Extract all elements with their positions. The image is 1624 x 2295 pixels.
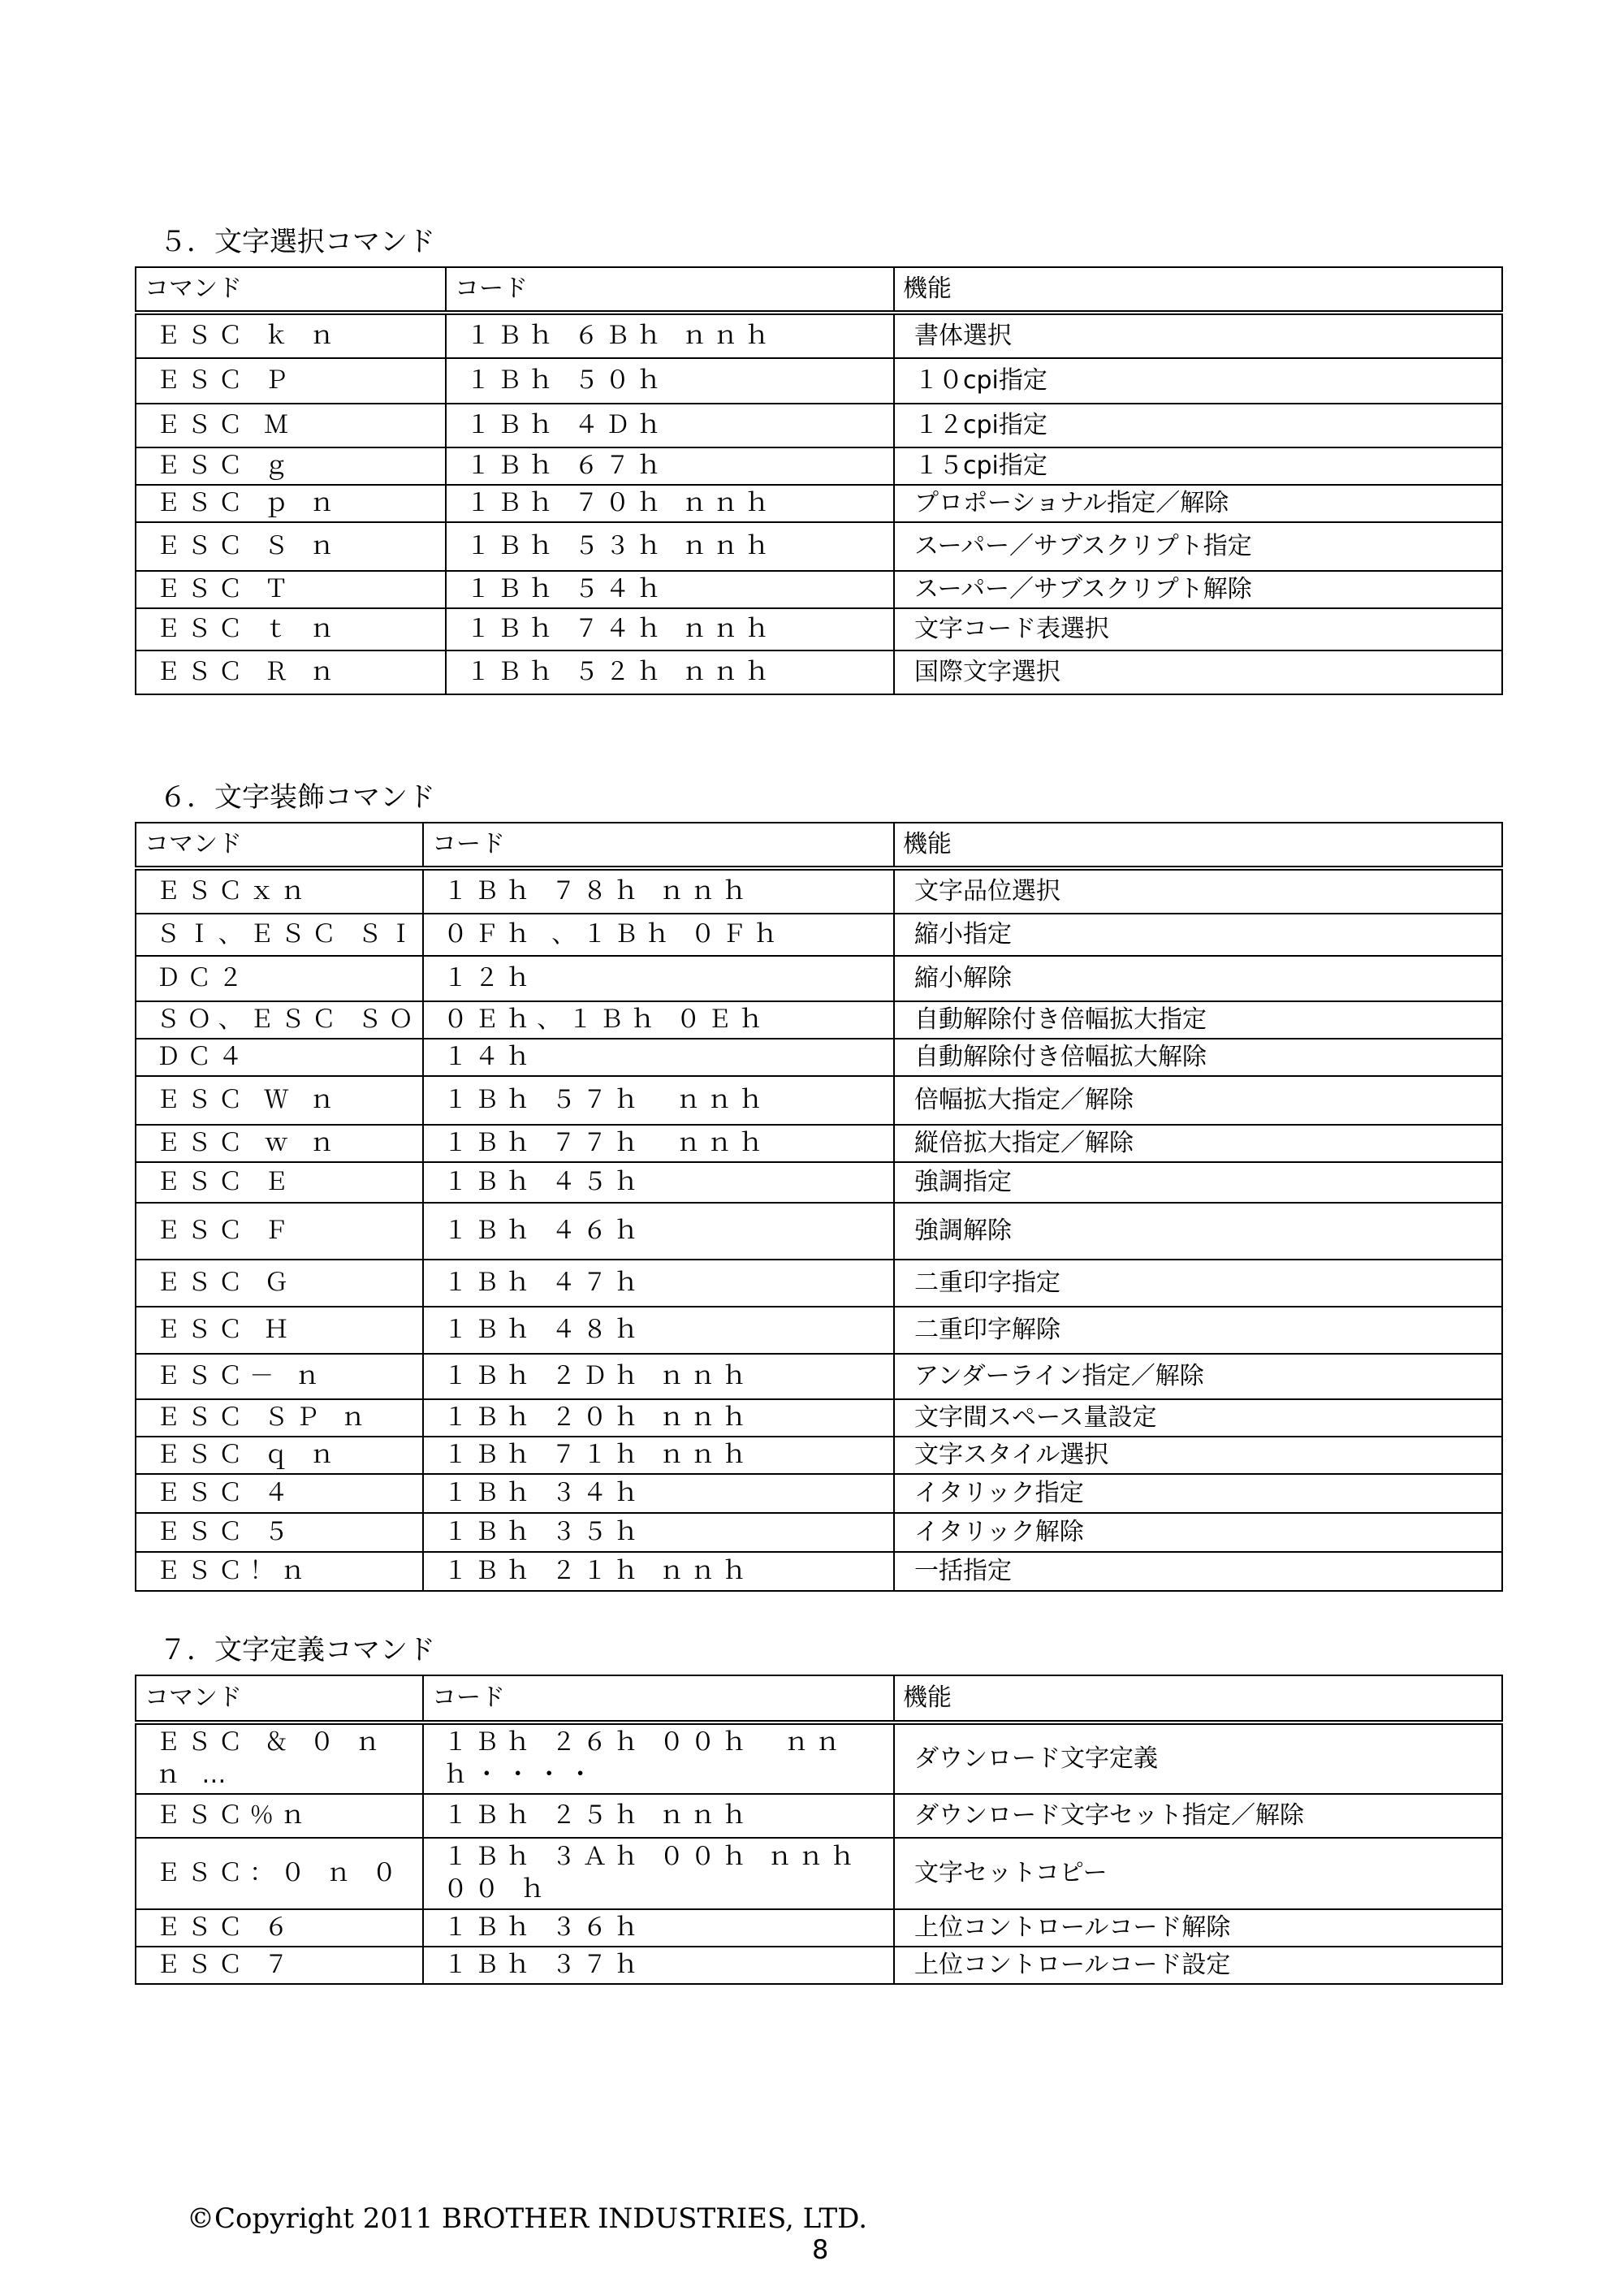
table-row	[136, 1001, 1502, 1039]
code-cell: １Ｂｈ ３７ｈ	[423, 1947, 894, 1984]
header-code: コード	[446, 267, 894, 313]
command-table	[135, 1675, 1503, 1985]
command-cell: ＥＳＣ！ｎ	[136, 1552, 423, 1591]
command-cell: ＥＳＣ Ｈ	[136, 1307, 423, 1354]
function-cell: 上位コントロールコード解除	[894, 1909, 1502, 1947]
table-row	[136, 914, 1502, 956]
command-cell: ＤＣ４	[136, 1039, 423, 1076]
function-cell: 一括指定	[894, 1552, 1502, 1591]
code-cell: １２ｈ	[423, 956, 894, 1001]
table-row	[136, 1203, 1502, 1260]
header-command: コマンド	[136, 823, 423, 868]
table-row	[136, 1722, 1502, 1794]
table-row	[136, 313, 1502, 358]
code-cell: １Ｂｈ ５４ｈ	[446, 571, 894, 608]
command-cell: ＥＳＣ：０ ｎ ０	[136, 1838, 423, 1909]
table-header-row	[136, 267, 1502, 313]
page-number: 8	[812, 2234, 829, 2265]
command-cell: ＳＯ、ＥＳＣ ＳＯ	[136, 1001, 423, 1039]
function-cell: 文字品位選択	[894, 868, 1502, 914]
command-cell: ＥＳＣ Ｍ	[136, 404, 446, 447]
code-cell: １Ｂｈ ３４ｈ	[423, 1474, 894, 1513]
table-row	[136, 358, 1502, 404]
header-function: 機能	[894, 267, 1502, 313]
function-cell: ダウンロード文字セット指定／解除	[894, 1794, 1502, 1838]
code-cell: ０Ｅｈ、１Ｂｈ ０Ｅｈ	[423, 1001, 894, 1039]
code-cell: １Ｂｈ ７０ｈ ｎｎｈ	[446, 485, 894, 522]
command-cell: ＥＳＣ ５	[136, 1513, 423, 1552]
table-row	[136, 1552, 1502, 1591]
function-cell: 二重印字指定	[894, 1260, 1502, 1307]
header-code: コード	[423, 1675, 894, 1722]
code-cell: １Ｂｈ ２Ｄｈ ｎｎｈ	[423, 1354, 894, 1399]
code-cell: １４ｈ	[423, 1039, 894, 1076]
function-cell: 上位コントロールコード設定	[894, 1947, 1502, 1984]
code-cell: １Ｂｈ ５２ｈ ｎｎｈ	[446, 650, 894, 694]
header-function: 機能	[894, 823, 1502, 868]
code-cell: １Ｂｈ ２６ｈ ００ｈ ｎｎ ｈ・・・・	[423, 1722, 894, 1794]
table-row	[136, 868, 1502, 914]
header-function: 機能	[894, 1675, 1502, 1722]
section-title: ７．文字定義コマンド	[159, 1634, 435, 1666]
command-cell: ＥＳＣ Ｓ ｎ	[136, 522, 446, 571]
code-cell: １Ｂｈ ４６ｈ	[423, 1203, 894, 1260]
function-cell: 強調解除	[894, 1203, 1502, 1260]
function-cell: 縮小指定	[894, 914, 1502, 956]
table-row	[136, 1399, 1502, 1437]
function-cell: イタリック解除	[894, 1513, 1502, 1552]
command-cell: ＥＳＣ ４	[136, 1474, 423, 1513]
command-table	[135, 266, 1503, 695]
function-cell: 文字間スペース量設定	[894, 1399, 1502, 1437]
table-row	[136, 1354, 1502, 1399]
code-cell: １Ｂｈ ２５ｈ ｎｎｈ	[423, 1794, 894, 1838]
code-cell: １Ｂｈ ４８ｈ	[423, 1307, 894, 1354]
table-row	[136, 1162, 1502, 1203]
table-row	[136, 1076, 1502, 1125]
table-row	[136, 485, 1502, 522]
function-cell: 文字セットコピー	[894, 1838, 1502, 1909]
code-cell: １Ｂｈ ５７ｈ ｎｎｈ	[423, 1076, 894, 1125]
code-cell: １Ｂｈ ３５ｈ	[423, 1513, 894, 1552]
table-row	[136, 956, 1502, 1001]
function-cell: スーパー／サブスクリプト指定	[894, 522, 1502, 571]
table-header-row	[136, 823, 1502, 868]
table-row	[136, 1474, 1502, 1513]
function-cell: 倍幅拡大指定／解除	[894, 1076, 1502, 1125]
command-cell: ＥＳＣ－ ｎ	[136, 1354, 423, 1399]
table-row	[136, 1909, 1502, 1947]
code-cell: １Ｂｈ ２１ｈ ｎｎｈ	[423, 1552, 894, 1591]
table-row	[136, 1307, 1502, 1354]
function-cell: 書体選択	[894, 313, 1502, 358]
function-cell: スーパー／サブスクリプト解除	[894, 571, 1502, 608]
function-cell: １５cpi指定	[894, 447, 1502, 485]
function-cell: 二重印字解除	[894, 1307, 1502, 1354]
command-cell: ＥＳＣ Ｐ	[136, 358, 446, 404]
code-cell: １Ｂｈ ４７ｈ	[423, 1260, 894, 1307]
function-cell: １２cpi指定	[894, 404, 1502, 447]
code-cell: ０Ｆｈ 、１Ｂｈ ０Ｆｈ	[423, 914, 894, 956]
table-row	[136, 522, 1502, 571]
command-cell: ＥＳＣ ｗ ｎ	[136, 1125, 423, 1162]
command-cell: ＥＳＣ ｋ ｎ	[136, 313, 446, 358]
function-cell: アンダーライン指定／解除	[894, 1354, 1502, 1399]
command-cell: ＥＳＣ ＆ ０ ｎ ｎ …	[136, 1722, 423, 1794]
section-title: ６．文字装飾コマンド	[159, 781, 435, 814]
table-row	[136, 571, 1502, 608]
command-cell: ＥＳＣ％ｎ	[136, 1794, 423, 1838]
command-cell: ＥＳＣ ｇ	[136, 447, 446, 485]
table-row	[136, 608, 1502, 650]
code-cell: １Ｂｈ ４Ｄｈ	[446, 404, 894, 447]
table-row	[136, 1125, 1502, 1162]
table-row	[136, 404, 1502, 447]
code-cell: １Ｂｈ ７７ｈ ｎｎｈ	[423, 1125, 894, 1162]
command-cell: ＤＣ２	[136, 956, 423, 1001]
command-cell: ＥＳＣ Ｒ ｎ	[136, 650, 446, 694]
function-cell: 強調指定	[894, 1162, 1502, 1203]
command-cell: ＥＳＣ Ｇ	[136, 1260, 423, 1307]
code-cell: １Ｂｈ ７１ｈ ｎｎｈ	[423, 1437, 894, 1474]
code-cell: １Ｂｈ ７４ｈ ｎｎｈ	[446, 608, 894, 650]
code-cell: １Ｂｈ ３Ａｈ ００ｈ ｎｎｈ ００ ｈ	[423, 1838, 894, 1909]
code-cell: １Ｂｈ ６７ｈ	[446, 447, 894, 485]
table-row	[136, 447, 1502, 485]
command-cell: ＥＳＣ Ｗ ｎ	[136, 1076, 423, 1125]
code-cell: １Ｂｈ ５３ｈ ｎｎｈ	[446, 522, 894, 571]
command-table	[135, 822, 1503, 1592]
command-cell: ＥＳＣ ｐ ｎ	[136, 485, 446, 522]
command-cell: ＥＳＣ ＳＰ ｎ	[136, 1399, 423, 1437]
code-cell: １Ｂｈ ３６ｈ	[423, 1909, 894, 1947]
function-cell: 縮小解除	[894, 956, 1502, 1001]
table-row	[136, 1513, 1502, 1552]
command-cell: ＥＳＣ ７	[136, 1947, 423, 1984]
function-cell: 自動解除付き倍幅拡大解除	[894, 1039, 1502, 1076]
function-cell: 文字コード表選択	[894, 608, 1502, 650]
table-row	[136, 650, 1502, 694]
header-code: コード	[423, 823, 894, 868]
command-cell: ＥＳＣ ｑ ｎ	[136, 1437, 423, 1474]
function-cell: 文字スタイル選択	[894, 1437, 1502, 1474]
code-cell: １Ｂｈ ７８ｈ ｎｎｈ	[423, 868, 894, 914]
table-header-row	[136, 1675, 1502, 1722]
function-cell: 縦倍拡大指定／解除	[894, 1125, 1502, 1162]
table-row	[136, 1947, 1502, 1984]
function-cell: ダウンロード文字定義	[894, 1722, 1502, 1794]
code-cell: １Ｂｈ ６Ｂｈ ｎｎｈ	[446, 313, 894, 358]
code-cell: １Ｂｈ ４５ｈ	[423, 1162, 894, 1203]
code-cell: １Ｂｈ ５０ｈ	[446, 358, 894, 404]
table-row	[136, 1260, 1502, 1307]
command-cell: ＥＳＣ ｔ ｎ	[136, 608, 446, 650]
code-cell: １Ｂｈ ２０ｈ ｎｎｈ	[423, 1399, 894, 1437]
function-cell: 自動解除付き倍幅拡大指定	[894, 1001, 1502, 1039]
table-row	[136, 1794, 1502, 1838]
command-cell: ＥＳＣ Ｆ	[136, 1203, 423, 1260]
header-command: コマンド	[136, 267, 446, 313]
copyright-notice: ©Copyright 2011 BROTHER INDUSTRIES, LTD.	[187, 2202, 868, 2235]
command-cell: ＳＩ、ＥＳＣ ＳＩ	[136, 914, 423, 956]
function-cell: プロポーショナル指定／解除	[894, 485, 1502, 522]
function-cell: １０cpi指定	[894, 358, 1502, 404]
header-command: コマンド	[136, 1675, 423, 1722]
table-row	[136, 1437, 1502, 1474]
command-cell: ＥＳＣｘｎ	[136, 868, 423, 914]
table-row	[136, 1039, 1502, 1076]
command-cell: ＥＳＣ Ｔ	[136, 571, 446, 608]
function-cell: 国際文字選択	[894, 650, 1502, 694]
command-cell: ＥＳＣ ６	[136, 1909, 423, 1947]
function-cell: イタリック指定	[894, 1474, 1502, 1513]
table-row	[136, 1838, 1502, 1909]
section-title: ５．文字選択コマンド	[159, 226, 435, 258]
command-cell: ＥＳＣ Ｅ	[136, 1162, 423, 1203]
